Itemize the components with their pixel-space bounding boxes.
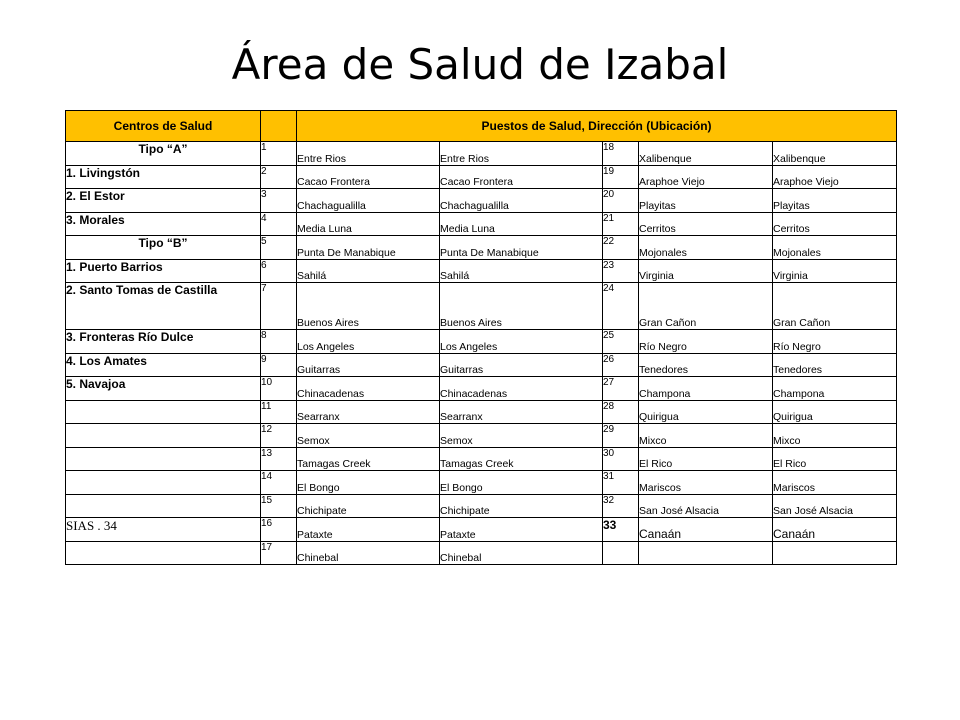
puesto-location-cell: Río Negro: [773, 330, 897, 354]
puesto-number-cell: 16: [261, 518, 297, 542]
puesto-location-cell: Virginia: [773, 259, 897, 283]
table-body: [66, 142, 897, 565]
puesto-number-cell: 24: [603, 283, 639, 330]
puesto-location-cell: Tenedores: [773, 353, 897, 377]
puesto-number-cell: 27: [603, 377, 639, 401]
puesto-number-cell: 29: [603, 424, 639, 448]
table-row: [66, 447, 897, 471]
centro-de-salud-cell: 3. Fronteras Río Dulce: [66, 330, 261, 354]
puesto-name-cell: San José Alsacia: [639, 494, 773, 518]
puesto-number-cell: 1: [261, 142, 297, 166]
puesto-name-cell: Mojonales: [639, 236, 773, 260]
puesto-name-cell: Buenos Aires: [297, 283, 440, 330]
puesto-name-cell: Guitarras: [297, 353, 440, 377]
table-row: [66, 142, 897, 166]
puesto-location-cell: El Rico: [773, 447, 897, 471]
puesto-location-cell: Cerritos: [773, 212, 897, 236]
centro-de-salud-cell: Tipo “B”: [66, 236, 261, 260]
puesto-name-cell: Semox: [297, 424, 440, 448]
puesto-location-cell: Los Angeles: [440, 330, 603, 354]
centro-de-salud-cell: 5. Navajoa: [66, 377, 261, 401]
centro-de-salud-cell: [66, 541, 261, 565]
puesto-name-cell: Media Luna: [297, 212, 440, 236]
puesto-number-cell: 9: [261, 353, 297, 377]
centro-de-salud-cell: 2. Santo Tomas de Castilla: [66, 283, 261, 330]
puesto-number-cell: [603, 541, 639, 565]
puesto-location-cell: Entre Rios: [440, 142, 603, 166]
puesto-name-cell: Tenedores: [639, 353, 773, 377]
centro-de-salud-cell: 3. Morales: [66, 212, 261, 236]
table-row: [66, 400, 897, 424]
puesto-name-cell: Cerritos: [639, 212, 773, 236]
puesto-location-cell: San José Alsacia: [773, 494, 897, 518]
slide-title: Área de Salud de Izabal: [231, 40, 729, 89]
centro-de-salud-cell: 1. Livingstón: [66, 165, 261, 189]
puesto-location-cell: Chinebal: [440, 541, 603, 565]
health-areas-table: [65, 110, 897, 565]
puesto-location-cell: Mixco: [773, 424, 897, 448]
centro-de-salud-cell: [66, 400, 261, 424]
puesto-location-cell: Tamagas Creek: [440, 447, 603, 471]
table-row: [66, 518, 897, 542]
puesto-location-cell: Searranx: [440, 400, 603, 424]
puesto-name-cell: Entre Rios: [297, 142, 440, 166]
puesto-number-cell: 4: [261, 212, 297, 236]
puesto-name-cell: Chachagualilla: [297, 189, 440, 213]
puesto-number-cell: 8: [261, 330, 297, 354]
puesto-number-cell: 30: [603, 447, 639, 471]
puesto-location-cell: Sahilá: [440, 259, 603, 283]
puesto-location-cell: Champona: [773, 377, 897, 401]
puesto-number-cell: 3: [261, 189, 297, 213]
puesto-name-cell: Xalibenque: [639, 142, 773, 166]
puesto-number-cell: 23: [603, 259, 639, 283]
table-row: [66, 259, 897, 283]
puesto-number-cell: 18: [603, 142, 639, 166]
puesto-name-cell: Chinacadenas: [297, 377, 440, 401]
puesto-name-cell: Canaán: [639, 518, 773, 542]
puesto-name-cell: Mixco: [639, 424, 773, 448]
table-row: [66, 494, 897, 518]
puesto-name-cell: Punta De Manabique: [297, 236, 440, 260]
puesto-name-cell: Chichipate: [297, 494, 440, 518]
puesto-name-cell: Gran Cañon: [639, 283, 773, 330]
header-empty-cell: [261, 111, 297, 142]
puesto-number-cell: 31: [603, 471, 639, 495]
puesto-number-cell: 20: [603, 189, 639, 213]
puesto-number-cell: 22: [603, 236, 639, 260]
puesto-number-cell: 15: [261, 494, 297, 518]
centro-de-salud-cell: [66, 471, 261, 495]
table-row: [66, 541, 897, 565]
centro-de-salud-cell: Tipo “A”: [66, 142, 261, 166]
puesto-number-cell: 32: [603, 494, 639, 518]
puesto-location-cell: Chichipate: [440, 494, 603, 518]
puesto-location-cell: Gran Cañon: [773, 283, 897, 330]
table-row: [66, 471, 897, 495]
puesto-name-cell: [639, 541, 773, 565]
puesto-number-cell: 10: [261, 377, 297, 401]
puesto-name-cell: El Rico: [639, 447, 773, 471]
puesto-location-cell: Punta De Manabique: [440, 236, 603, 260]
table-row: [66, 283, 897, 330]
puesto-location-cell: Cacao Frontera: [440, 165, 603, 189]
puesto-number-cell: 19: [603, 165, 639, 189]
centro-de-salud-cell: [66, 494, 261, 518]
puesto-name-cell: Mariscos: [639, 471, 773, 495]
puesto-location-cell: Semox: [440, 424, 603, 448]
header-puestos-de-salud: Puestos de Salud, Dirección (Ubicación): [297, 111, 897, 142]
table-row: [66, 377, 897, 401]
puesto-location-cell: Buenos Aires: [440, 283, 603, 330]
puesto-number-cell: 12: [261, 424, 297, 448]
puesto-location-cell: Canaán: [773, 518, 897, 542]
puesto-name-cell: Champona: [639, 377, 773, 401]
puesto-name-cell: Tamagas Creek: [297, 447, 440, 471]
puesto-name-cell: El Bongo: [297, 471, 440, 495]
table-row: [66, 424, 897, 448]
centro-de-salud-cell: 1. Puerto Barrios: [66, 259, 261, 283]
puesto-name-cell: Pataxte: [297, 518, 440, 542]
puesto-name-cell: Virginia: [639, 259, 773, 283]
puesto-name-cell: Playitas: [639, 189, 773, 213]
puesto-location-cell: Playitas: [773, 189, 897, 213]
puesto-name-cell: Cacao Frontera: [297, 165, 440, 189]
puesto-number-cell: 13: [261, 447, 297, 471]
puesto-location-cell: Chachagualilla: [440, 189, 603, 213]
puesto-name-cell: Quiriguа: [639, 400, 773, 424]
puesto-number-cell: 2: [261, 165, 297, 189]
puesto-location-cell: Guitarras: [440, 353, 603, 377]
centro-de-salud-cell: 2. El Estor: [66, 189, 261, 213]
puesto-number-cell: 7: [261, 283, 297, 330]
puesto-location-cell: Pataxte: [440, 518, 603, 542]
table-row: [66, 189, 897, 213]
puesto-location-cell: Chinacadenas: [440, 377, 603, 401]
puesto-location-cell: El Bongo: [440, 471, 603, 495]
puesto-number-cell: 21: [603, 212, 639, 236]
centro-de-salud-cell: SIAS . 34: [66, 518, 261, 542]
table-row: [66, 212, 897, 236]
puesto-name-cell: Chinebal: [297, 541, 440, 565]
puesto-location-cell: [773, 541, 897, 565]
puesto-location-cell: Quiriguа: [773, 400, 897, 424]
centro-de-salud-cell: [66, 424, 261, 448]
puesto-name-cell: Araphoe Viejo: [639, 165, 773, 189]
puesto-number-cell: 11: [261, 400, 297, 424]
puesto-number-cell: 28: [603, 400, 639, 424]
puesto-number-cell: 5: [261, 236, 297, 260]
puesto-number-cell: 33: [603, 518, 639, 542]
header-centros-de-salud: Centros de Salud: [66, 111, 261, 142]
centro-de-salud-cell: [66, 447, 261, 471]
centro-de-salud-cell: 4. Los Amates: [66, 353, 261, 377]
puesto-location-cell: Mojonales: [773, 236, 897, 260]
table-row: [66, 330, 897, 354]
puesto-location-cell: Media Luna: [440, 212, 603, 236]
puesto-name-cell: Río Negro: [639, 330, 773, 354]
puesto-name-cell: Los Angeles: [297, 330, 440, 354]
table-header-row: [66, 111, 897, 142]
puesto-name-cell: Sahilá: [297, 259, 440, 283]
puesto-number-cell: 17: [261, 541, 297, 565]
puesto-name-cell: Searranx: [297, 400, 440, 424]
table-row: [66, 236, 897, 260]
puesto-number-cell: 14: [261, 471, 297, 495]
puesto-location-cell: Mariscos: [773, 471, 897, 495]
puesto-number-cell: 25: [603, 330, 639, 354]
puesto-location-cell: Araphoe Viejo: [773, 165, 897, 189]
puesto-location-cell: Xalibenque: [773, 142, 897, 166]
table-row: [66, 165, 897, 189]
puesto-number-cell: 26: [603, 353, 639, 377]
puesto-number-cell: 6: [261, 259, 297, 283]
table-row: [66, 353, 897, 377]
